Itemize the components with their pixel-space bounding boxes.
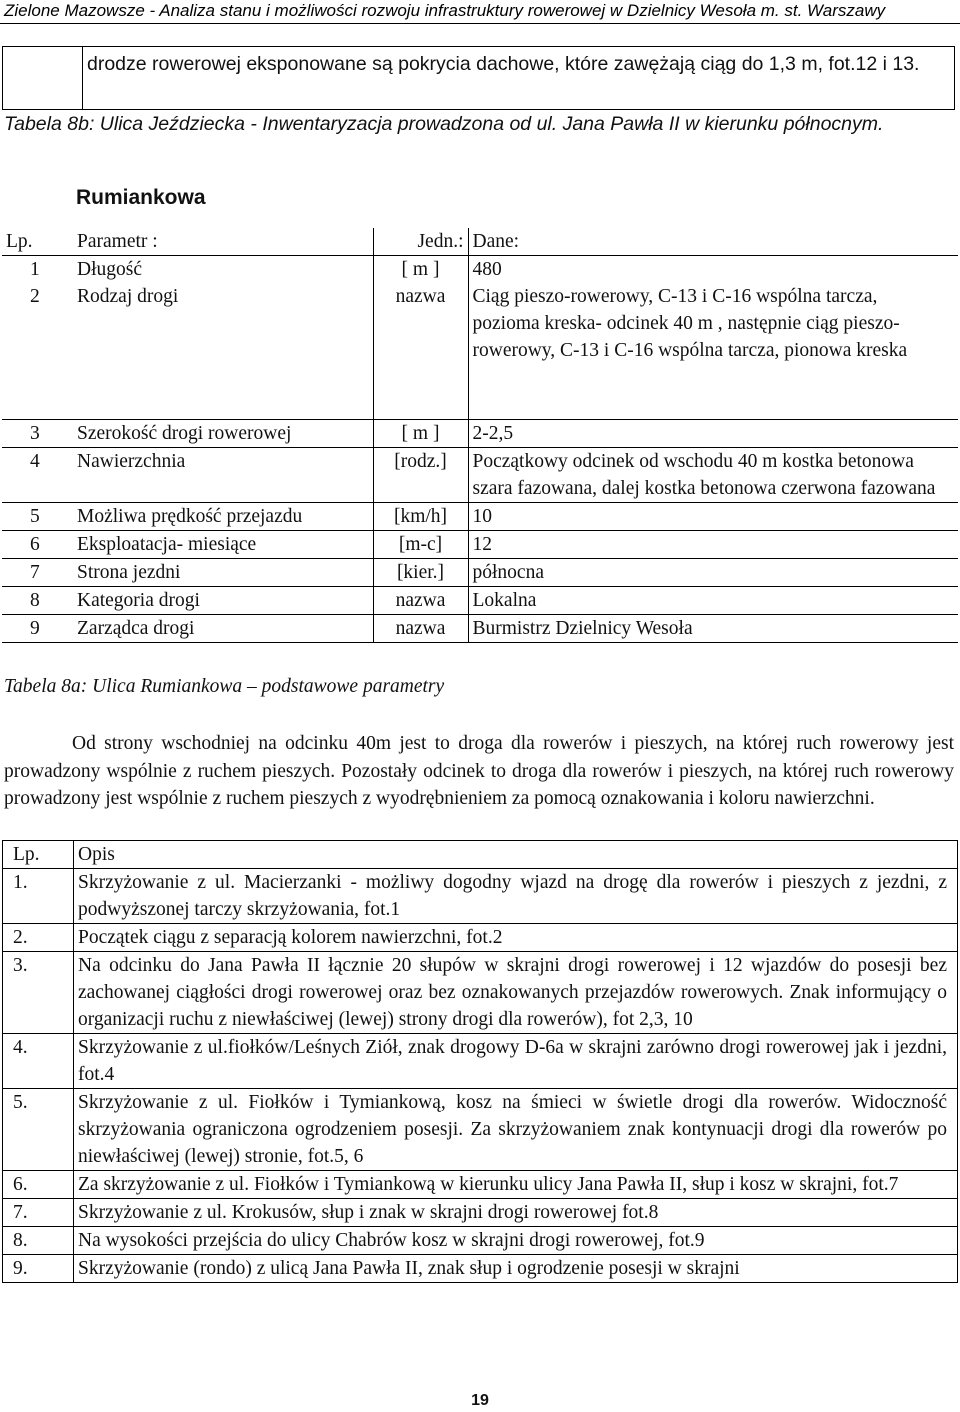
parameters-cell: 9 [30, 617, 40, 639]
description-row [3, 952, 958, 1034]
parameters-cell: Lokalna [472, 589, 537, 611]
description-row [3, 1089, 958, 1171]
description-cell: 5. [3, 1089, 74, 1171]
description-cell: 9. [3, 1255, 74, 1283]
description-cell: Skrzyżowanie z ul.fiołków/Leśnych Ziół, znak drogowy D-6a w skrajni zarówno drogi rowerowej jak i jezdni, fot.4 [74, 1034, 958, 1089]
description-row [3, 1171, 958, 1199]
parameters-cell: [m-c] [373, 530, 468, 558]
parameters-cell: 8 [30, 589, 40, 611]
description-cell: 7. [3, 1199, 74, 1227]
parameters-header-cell: Dane: [472, 231, 520, 252]
continued-lp-cell [3, 47, 83, 110]
parameters-header-cell: Parametr : [73, 228, 373, 256]
parameters-cell: 480 [472, 259, 502, 280]
continued-table [2, 46, 955, 110]
parameters-cell: nazwa [373, 283, 468, 419]
parameters-row [2, 256, 958, 284]
description-paragraph: Od strony wschodniej na odcinku 40m jest to droga dla rowerów i pieszych, na której ruch rowerowy jest prowadzony wspólnie z ruchem pieszych. Pozostały odcinek to droga dla rowerów i pieszych, na której ruch rowerowy prowadzony jest wspólnie z ruchem pieszych z wyodrębnieniem za pomocą oznakowania i koloru nawierzchni. [4, 733, 954, 809]
description-cell: Na wysokości przejścia do ulicy Chabrów kosz w skrajni drogi rowerowej, fot.9 [74, 1227, 958, 1255]
parameters-row [2, 447, 958, 502]
parameters-cell: 12 [472, 533, 492, 555]
continued-row-text: drodze rowerowej eksponowane są pokrycia dachowe, które zawężają ciąg do 1,3 m, fot.12 i 13. [83, 47, 955, 110]
table-8a-caption: Tabela 8a: Ulica Rumiankowa – podstawowe parametry [4, 676, 445, 697]
description-cell: Na odcinku do Jana Pawła II łącznie 20 słupów w skrajni drogi rowerowej i 12 wjazdów do posesji bez zachowanej ciągłości drogi rowerowej oraz bez oznakowanych przejazdów rowerowych. Znak informujący o organizacji ruchu z niewłaściwej (lewej) strony drogi dla rowerów), fot 2,3, 10 [74, 952, 958, 1034]
parameters-cell: 1 [30, 259, 40, 280]
running-header: Zielone Mazowsze - Analiza stanu i możliwości rozwoju infrastruktury rowerowej w Dzielnicy Wesoła m. st. Warszawy [0, 0, 960, 24]
description-row [3, 1034, 958, 1089]
description-cell: Za skrzyżowanie z ul. Fiołków i Tymiankową w kierunku ulicy Jana Pawła II, słup i kosz w skrajni, fot.7 [74, 1171, 958, 1199]
parameters-cell: Nawierzchnia [73, 447, 373, 502]
parameters-cell: 6 [30, 533, 40, 555]
parameters-cell: Eksploatacja- miesiące [73, 530, 373, 558]
parameters-cell: 10 [472, 505, 492, 527]
description-cell: Skrzyżowanie z ul. Krokusów, słup i znak w skrajni drogi rowerowej fot.8 [74, 1199, 958, 1227]
description-row [3, 1255, 958, 1283]
parameters-header-cell: Lp. [6, 231, 33, 252]
parameters-row [2, 586, 958, 614]
parameters-cell: nazwa [373, 614, 468, 642]
description-row [3, 924, 958, 952]
description-cell: 3. [3, 952, 74, 1034]
parameters-cell: Kategoria drogi [73, 586, 373, 614]
parameters-cell: [ m ] [373, 256, 468, 284]
parameters-cell: Początkowy odcinek od wschodu 40 m kostka betonowa szara fazowana, dalej kostka betonowa czerwona fazowana [472, 450, 936, 499]
description-row [3, 1199, 958, 1227]
parameters-table [2, 228, 958, 643]
parameters-cell: 2 [30, 286, 40, 307]
parameters-cell: Możliwa prędkość przejazdu [73, 502, 373, 530]
parameters-row [2, 419, 958, 447]
description-row [3, 869, 958, 924]
parameters-cell: [km/h] [373, 502, 468, 530]
parameters-row [2, 614, 958, 642]
description-cell: 1. [3, 869, 74, 924]
parameters-cell: 2-2,5 [472, 422, 514, 444]
description-header-row [3, 841, 958, 869]
parameters-row [2, 558, 958, 586]
description-cell: 2. [3, 924, 74, 952]
parameters-cell: Strona jezdni [73, 558, 373, 586]
description-cell: 8. [3, 1227, 74, 1255]
parameters-row [2, 530, 958, 558]
description-header-cell: Opis [74, 841, 958, 869]
parameters-cell: nazwa [373, 586, 468, 614]
table-8b-caption: Tabela 8b: Ulica Jeździecka - Inwentaryzacja prowadzona od ul. Jana Pawła II w kierunku północnym. [4, 113, 884, 135]
parameters-cell: [rodz.] [373, 447, 468, 502]
parameters-header-row [2, 228, 958, 256]
parameters-cell: Ciąg pieszo-rowerowy, C-13 i C-16 wspólna tarcza, pozioma kreska- odcinek 40 m , następnie ciąg pieszo-rowerowy, C-13 i C-16 wspólna tarcza, pionowa kreska [472, 286, 908, 361]
parameters-cell: 4 [30, 450, 40, 472]
description-cell: Początek ciągu z separacją kolorem nawierzchni, fot.2 [74, 924, 958, 952]
parameters-row [2, 283, 958, 419]
description-cell: 4. [3, 1034, 74, 1089]
description-cell: Skrzyżowanie (rondo) z ulicą Jana Pawła II, znak słup i ogrodzenie posesji w skrajni [74, 1255, 958, 1283]
parameters-cell: [ m ] [373, 419, 468, 447]
parameters-cell: Szerokość drogi rowerowej [73, 419, 373, 447]
parameters-cell: Długość [73, 256, 373, 284]
parameters-row [2, 502, 958, 530]
page-number: 19 [471, 1392, 489, 1409]
parameters-cell: Burmistrz Dzielnicy Wesoła [472, 617, 693, 639]
parameters-cell: 3 [30, 422, 40, 444]
parameters-cell: północna [472, 561, 544, 583]
parameters-cell: [kier.] [373, 558, 468, 586]
parameters-cell: 7 [30, 561, 40, 583]
description-cell: Skrzyżowanie z ul. Fiołków i Tymiankową, kosz na śmieci w świetle drogi dla rowerów. Widoczność skrzyżowania ograniczona ogrodzeniem posesji. Za skrzyżowaniem znak kontynuacji drogi dla rowerów po niewłaściwej (lewej) stronie, fot.5, 6 [74, 1089, 958, 1171]
parameters-cell: Zarządca drogi [73, 614, 373, 642]
parameters-cell: 5 [30, 505, 40, 527]
street-heading: Rumiankowa [76, 186, 206, 209]
description-table [2, 840, 958, 1283]
parameters-header-cell: Jedn.: [373, 228, 468, 256]
description-row [3, 1227, 958, 1255]
description-cell: Skrzyżowanie z ul. Macierzanki - możliwy dogodny wjazd na drogę dla rowerów i pieszych z jezdni, z podwyższonej tarczy skrzyżowania, fot.1 [74, 869, 958, 924]
description-cell: 6. [3, 1171, 74, 1199]
description-header-cell: Lp. [3, 841, 74, 869]
parameters-cell: Rodzaj drogi [73, 283, 373, 419]
